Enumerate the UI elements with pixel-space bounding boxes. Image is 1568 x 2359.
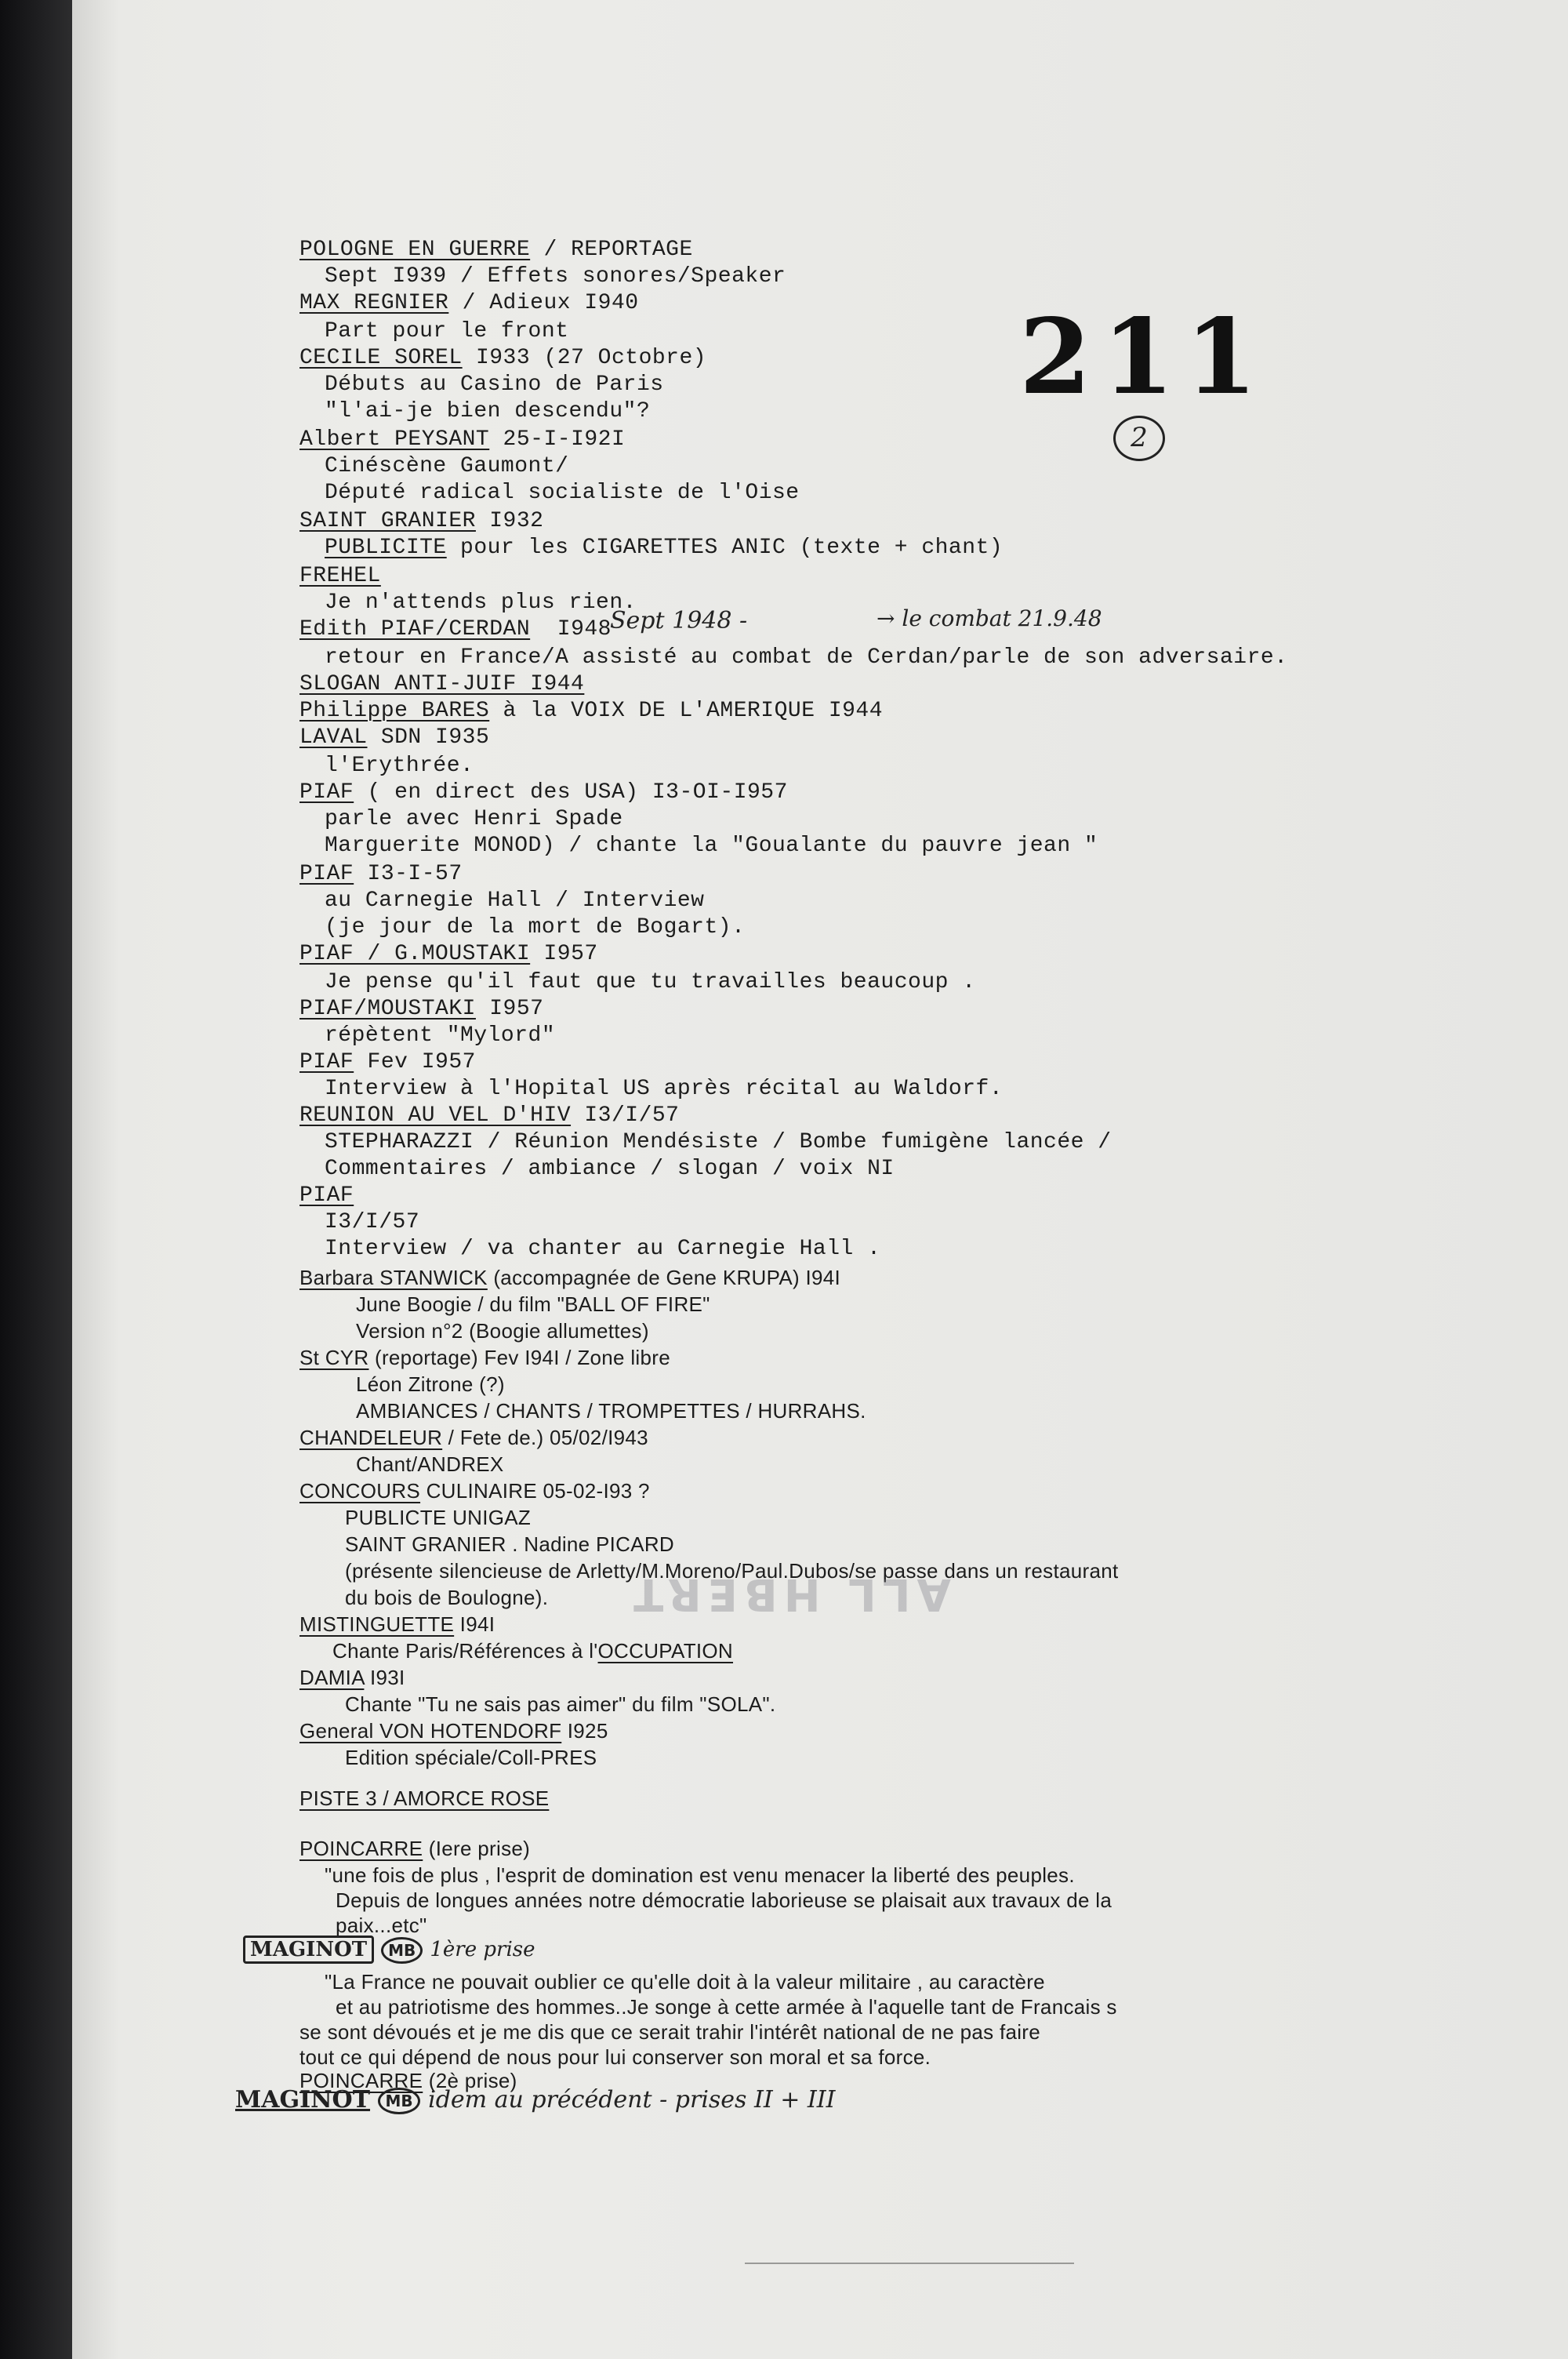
line-text: l'Erythrée.	[325, 754, 474, 778]
maginot-2-suffix: idem au précédent - prises II + III	[428, 2086, 836, 2114]
text-line	[299, 941, 598, 968]
text-line	[299, 1049, 476, 1076]
underlined-heading: Edith PIAF/CERDAN	[299, 617, 531, 642]
text-line	[299, 563, 381, 590]
underlined-heading: PIAF	[299, 1050, 354, 1074]
text-line	[356, 1398, 866, 1424]
line-text: "l'ai-je bien descendu"?	[325, 399, 651, 423]
text-line	[299, 1664, 405, 1691]
text-line	[299, 996, 543, 1023]
text-line	[325, 1076, 1003, 1103]
underlined-heading: PIAF/MOUSTAKI	[299, 997, 476, 1021]
text-line	[325, 1968, 1045, 1995]
line-text: I3/I/57	[325, 1210, 420, 1234]
text-line	[299, 1264, 840, 1291]
text-line	[325, 806, 623, 833]
text-line	[299, 1717, 608, 1744]
handwritten-maginot-1	[243, 1936, 535, 1964]
underlined-heading: CONCOURS	[299, 1479, 421, 1503]
line-text: parle avec Henri Spade	[325, 807, 623, 831]
text-line	[325, 453, 568, 480]
line-text: PUBLICTE UNIGAZ	[345, 1506, 532, 1529]
text-line	[299, 698, 883, 725]
line-text: I94I	[454, 1612, 495, 1636]
underlined-heading: General VON HOTENDORF	[299, 1719, 562, 1743]
line-text: Je n'attends plus rien.	[325, 591, 637, 615]
line-text: Chante Paris/Références à l'	[332, 1639, 598, 1663]
text-line	[325, 1862, 1075, 1888]
underlined-heading: SAINT GRANIER	[299, 509, 476, 533]
maginot-2-circle: MB	[378, 2088, 419, 2114]
text-line	[325, 480, 800, 507]
text-line	[325, 535, 1003, 562]
line-text: STEPHARAZZI / Réunion Mendésiste / Bombe fumigène lancée /	[325, 1130, 1112, 1154]
document-page	[72, 0, 1568, 2359]
underlined-heading: POLOGNE EN GUERRE	[299, 238, 531, 262]
line-text: I948	[530, 617, 612, 642]
line-text: Depuis de longues années notre démocratie laborieuse se plaisait aux travaux de la	[336, 1888, 1112, 1912]
underlined-heading: POINCARRE	[299, 2069, 423, 2092]
text-line	[336, 1912, 427, 1939]
text-line	[299, 290, 639, 317]
text-line	[299, 1785, 549, 1812]
text-line	[325, 372, 664, 398]
line-text: Marguerite MONOD) / chante la "Goualante du pauvre jean "	[325, 834, 1098, 858]
line-text: paix...etc"	[336, 1914, 427, 1937]
text-line	[299, 1835, 530, 1862]
text-line	[299, 237, 693, 264]
maginot-1-suffix: 1ère prise	[430, 1938, 535, 1961]
line-text: Je pense qu'il faut que tu travailles beaucoup .	[325, 970, 976, 994]
line-text: I933 (27 Octobre)	[462, 346, 707, 370]
text-line	[345, 1744, 597, 1771]
text-line	[325, 1023, 555, 1049]
underlined-heading: SLOGAN ANTI-JUIF I944	[299, 672, 585, 696]
circled-sheet-number: 2	[1113, 416, 1165, 461]
text-line	[325, 833, 1098, 860]
line-text: (je jour de la mort de Bogart).	[325, 915, 746, 940]
line-text: Sept I939 / Effets sonores/Speaker	[325, 264, 786, 289]
line-text: retour en France/A assisté au combat de Cerdan/parle de son adversaire.	[325, 645, 1288, 670]
text-line	[325, 645, 1288, 671]
underlined-heading: Barbara STANWICK	[299, 1266, 488, 1289]
text-line	[299, 616, 612, 643]
text-line	[299, 1611, 495, 1637]
line-text: ( en direct des USA) I3-OI-I957	[354, 780, 788, 805]
line-text: Version n°2 (Boogie allumettes)	[356, 1319, 649, 1343]
line-text: SDN I935	[367, 725, 490, 750]
underlined-heading: Albert PEYSANT	[299, 427, 490, 452]
line-text: Part pour le front	[325, 319, 569, 343]
text-line	[345, 1584, 548, 1611]
line-text: I957	[475, 997, 544, 1021]
text-line	[332, 1637, 733, 1664]
line-text: Débuts au Casino de Paris	[325, 373, 664, 397]
line-text: "une fois de plus , l'esprit de domination est venu menacer la liberté des peuples.	[325, 1863, 1075, 1887]
text-line	[325, 1129, 1112, 1156]
line-text: (présente silencieuse de Arletty/M.Moreno/Paul.Dubos/se passe dans un restaurant	[345, 1559, 1119, 1583]
line-text: Chant/ANDREX	[356, 1452, 504, 1476]
line-text: se sont dévoués et je me dis que ce serait trahir l'intérêt national de ne pas faire	[299, 2020, 1041, 2044]
underlined-heading: St CYR	[299, 1346, 369, 1369]
text-line	[325, 1156, 895, 1183]
line-text: et au patriotisme des hommes..Je songe à cette armée à l'aquelle tant de Francais s	[336, 1995, 1117, 2019]
line-text: CULINAIRE 05-02-I93 ?	[420, 1479, 650, 1503]
text-line	[299, 861, 463, 888]
maginot-1-circle: MB	[381, 1937, 423, 1964]
text-line	[345, 1504, 531, 1531]
text-line	[336, 1994, 1117, 2020]
text-line	[299, 671, 584, 698]
line-text: AMBIANCES / CHANTS / TROMPETTES / HURRAHS.	[356, 1399, 866, 1423]
line-text: I932	[475, 509, 544, 533]
text-line	[356, 1371, 505, 1398]
line-text: June Boogie / du film "BALL OF FIRE"	[356, 1292, 710, 1316]
line-text: Interview / va chanter au Carnegie Hall .	[325, 1237, 881, 1261]
line-text: I925	[561, 1719, 608, 1743]
line-text: / Fete de.) 05/02/I943	[442, 1426, 648, 1449]
line-text: à la VOIX DE L'AMERIQUE I944	[489, 699, 884, 723]
text-line	[325, 398, 650, 425]
text-line	[336, 1887, 1112, 1914]
faded-reverse-stamp: ALL HBERT	[627, 1568, 951, 1619]
underlined-heading: CHANDELEUR	[299, 1426, 443, 1449]
text-line	[299, 345, 706, 372]
underlined-heading: MAX REGNIER	[299, 291, 449, 315]
line-text: / REPORTAGE	[530, 238, 693, 262]
underlined-heading: PIAF / G.MOUSTAKI	[299, 942, 531, 966]
text-line	[299, 427, 625, 453]
underlined-heading: CECILE SOREL	[299, 346, 463, 370]
text-line	[299, 1424, 648, 1451]
line-text: Chante "Tu ne sais pas aimer" du film "SOLA".	[345, 1692, 776, 1716]
line-text: Léon Zitrone (?)	[356, 1372, 505, 1396]
text-line	[299, 1344, 670, 1371]
line-text: (accompagnée de Gene KRUPA) I94I	[487, 1266, 841, 1289]
line-text: pour les CIGARETTES ANIC (texte + chant)	[446, 536, 1004, 560]
underlined-heading: OCCUPATION	[597, 1639, 734, 1663]
text-line	[299, 1183, 354, 1209]
line-text: Député radical socialiste de l'Oise	[325, 481, 800, 505]
text-line	[299, 1478, 650, 1504]
archive-stamp-number: 211	[1019, 296, 1269, 418]
text-line	[356, 1451, 504, 1478]
text-line	[325, 914, 745, 941]
underlined-heading: FREHEL	[299, 564, 381, 588]
underlined-heading: PIAF	[299, 1183, 354, 1208]
underlined-heading: POINCARRE	[299, 1837, 423, 1860]
binding-shadow	[0, 0, 72, 2359]
line-text: (reportage) Fev I94I / Zone libre	[368, 1346, 670, 1369]
text-line	[299, 2019, 1040, 2045]
line-text: au Carnegie Hall / Interview	[325, 889, 705, 913]
line-text: Interview à l'Hopital US après récital au Waldorf.	[325, 1077, 1004, 1101]
text-line	[356, 1291, 710, 1318]
underlined-heading: PIAF	[299, 862, 354, 886]
text-line	[325, 264, 786, 290]
handwritten-maginot-2	[235, 2086, 835, 2114]
text-line	[325, 1209, 419, 1236]
line-text: "La France ne pouvait oublier ce qu'elle doit à la valeur militaire , au caractère	[325, 1970, 1045, 1994]
underlined-heading: DAMIA	[299, 1666, 365, 1689]
underlined-heading: PUBLICITE	[325, 536, 447, 560]
line-text: répètent "Mylord"	[325, 1023, 556, 1048]
text-line	[299, 1103, 679, 1129]
text-line	[325, 969, 976, 996]
line-text: 25-I-I92I	[489, 427, 626, 452]
line-text: (Iere prise)	[423, 1837, 531, 1860]
text-line	[299, 2044, 931, 2070]
text-line	[345, 1691, 775, 1717]
text-line	[325, 753, 474, 780]
line-text: tout ce qui dépend de nous pour lui conserver son moral et sa force.	[299, 2045, 931, 2069]
text-line	[299, 725, 489, 751]
text-line	[356, 1318, 649, 1344]
line-text: I93I	[364, 1666, 405, 1689]
underlined-heading: PIAF	[299, 780, 354, 805]
underlined-heading: REUNION AU VEL D'HIV	[299, 1103, 572, 1128]
line-text: SAINT GRANIER . Nadine PICARD	[345, 1532, 675, 1556]
line-text: I3/I/57	[571, 1103, 680, 1128]
text-line	[325, 590, 637, 616]
underlined-heading: LAVAL	[299, 725, 368, 750]
line-text: Fev I957	[354, 1050, 476, 1074]
maginot-1-label: MAGINOT	[243, 1936, 374, 1964]
line-text: du bois de Boulogne).	[345, 1586, 549, 1609]
handwritten-note-combat: → le combat 21.9.48	[877, 605, 1102, 631]
maginot-2-label: MAGINOT	[235, 2086, 371, 2114]
line-text: Edition spéciale/Coll-PRES	[345, 1746, 597, 1769]
underlined-heading: MISTINGUETTE	[299, 1612, 455, 1636]
text-line	[299, 508, 543, 535]
line-text: I957	[530, 942, 598, 966]
line-text: I3-I-57	[354, 862, 463, 886]
text-line	[325, 318, 568, 345]
handwritten-note-sept: Sept 1948 -	[610, 607, 748, 634]
line-text: Cinéscène Gaumont/	[325, 454, 569, 478]
text-line	[345, 1531, 674, 1558]
underlined-heading: Philippe BARES	[299, 699, 490, 723]
line-text: / Adieux I940	[448, 291, 639, 315]
bottom-rule	[745, 2263, 1074, 2264]
line-text: Commentaires / ambiance / slogan / voix NI	[325, 1157, 895, 1181]
text-line	[325, 888, 704, 914]
text-line	[325, 1236, 880, 1263]
underlined-heading: PISTE 3 / AMORCE ROSE	[299, 1787, 550, 1810]
text-line	[299, 780, 788, 806]
line-text: (2è prise)	[423, 2069, 517, 2092]
